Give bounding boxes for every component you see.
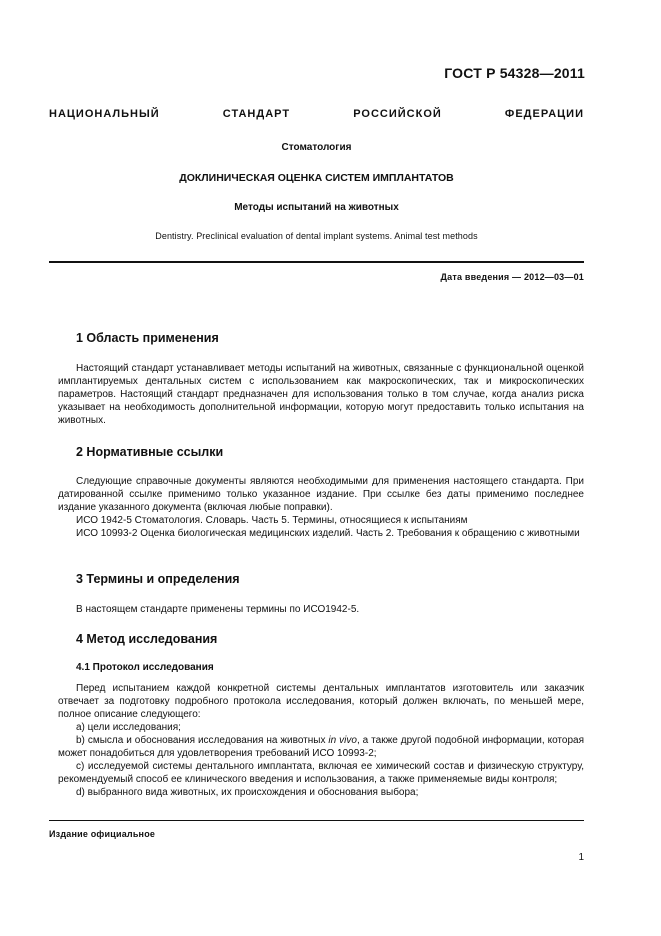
introduction-date: Дата введения — 2012—03—01: [440, 272, 584, 282]
list-item-a: а) цели исследования;: [76, 722, 181, 733]
section-1-paragraph: Настоящий стандарт устанавливает методы испытаний на животных, связанные с функциональной оценкой имплантируемых дентальных систем с использованием как макроскопических, так и микроскопических параметров. Настоящий стандарт предназначен для использования только в том случае, когда анализ риска указывает на необходимость дополнительной информации, которую могут предоставить только испытания на животных.: [58, 363, 584, 426]
national-standard-banner: НАЦИОНАЛЬНЫЙ СТАНДАРТ РОССИЙСКОЙ ФЕДЕРАЦИИ: [49, 108, 584, 120]
section-2-paragraph: Следующие справочные документы являются необходимыми для применения настоящего стандарта. При датированной ссылке применимо только указанное издание. При ссылке без даты применимо последнее издание указанного документа (включая любые поправки).: [58, 476, 584, 513]
standard-title: ДОКЛИНИЧЕСКАЯ ОЦЕНКА СИСТЕМ ИМПЛАНТАТОВ: [179, 172, 454, 184]
top-rule: [49, 261, 584, 263]
bottom-rule: [49, 820, 584, 821]
reference-iso-1942-5: ИСО 1942-5 Стоматология. Словарь. Часть 5. Термины, относящиеся к испытаниям: [76, 515, 468, 526]
page-number: 1: [578, 852, 584, 863]
section-4-paragraph: Перед испытанием каждой конкретной системы дентальных имплантатов изготовитель или заказчик отвечает за подготовку подробного протокола исследования, который должен включать, по меньшей мере, полное описание следующего:: [58, 683, 584, 720]
standard-field: Стоматология: [281, 142, 352, 153]
list-item-d: d) выбранного вида животных, их происхождения и обоснования выбора;: [76, 787, 419, 798]
list-item-b: b) смысла и обоснования исследования на животных in vivo, а также другой подобной информации, которая может понадобиться для удовлетворения требований ИСО 10993-2;: [58, 735, 584, 759]
official-edition-label: Издание официальное: [49, 829, 156, 839]
subsection-4-1-heading: 4.1 Протокол исследования: [76, 662, 214, 673]
list-item-c: с) исследуемой системы дентального имплантата, включая ее химический состав и физическую структуру, рекомендуемый способ ее клинического введения и использования, а также применяемые виды контроля;: [58, 761, 584, 785]
section-3-paragraph: В настоящем стандарте применены термины по ИСО1942-5.: [76, 604, 360, 615]
section-1-body: [58, 362, 584, 427]
section-1-heading: 1 Область применения: [76, 331, 219, 345]
section-2-heading: 2 Нормативные ссылки: [76, 445, 224, 459]
section-3-body: [58, 603, 584, 616]
in-vivo-term: in vivo: [328, 735, 357, 746]
section-3-heading: 3 Термины и определения: [76, 572, 240, 586]
standard-subtitle: Методы испытаний на животных: [234, 202, 399, 213]
section-4-heading: 4 Метод исследования: [76, 632, 218, 646]
document-id: ГОСТ Р 54328—2011: [444, 65, 585, 81]
reference-iso-10993-2: ИСО 10993-2 Оценка биологическая медицинских изделий. Часть 2. Требования к обращению с животными: [76, 528, 580, 539]
english-title: Dentistry. Preclinical evaluation of dental implant systems. Animal test methods: [155, 231, 478, 241]
section-2-body: [58, 475, 584, 540]
section-4-body: [58, 682, 584, 799]
